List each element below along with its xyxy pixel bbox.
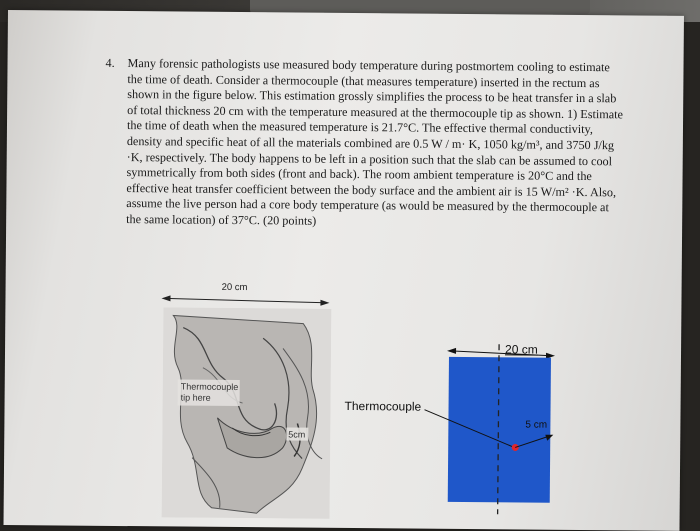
tip-depth-label: 5 cm [525,419,548,431]
thermocouple-label: Thermocouple [344,398,422,414]
left-depth-label: 5cm [288,429,306,440]
thermocouple-tip-label-line1: Thermocouple [180,381,239,393]
question-number: 4. [105,55,115,70]
left-dimension-label: 20 cm [221,281,248,294]
slab-diagram [4,10,684,531]
thermocouple-tip-label-line2: tip here [180,392,211,403]
slab-width-label: 20 cm [504,342,538,357]
question-text: Many forensic pathologists use measured body temperature during postmortem cooling to estimate the time of death. Consider a thermocouple (that measures temperature) inserted in the rectum as shown in the figure below. This estimation grossly simplifies the process to be heat transfer in a slab of total thickness 20 cm with the temperature measured at the thermocouple tip as shown. 1) Estimate the time of death when the measured temperature is 21.7°C. The effective thermal conductivity, density and specific heat of all the materials combined are 0.5 W / m· K, 1050 kg/m³, and 3750 J/kg ·K, respectively. The body happens to be left in a position such that the slab can be assumed to cool symmetrically from both sides (front and back). The room ambient temperature is 20°C and the effective heat transfer coefficient between the body surface and the ambient air is 15 W/m² ·K. Also, assume the live person had a core body temperature (as would be measured by the thermocouple at the same location) of 37°C. (20 points) [126,56,624,228]
paper-page [4,10,684,531]
